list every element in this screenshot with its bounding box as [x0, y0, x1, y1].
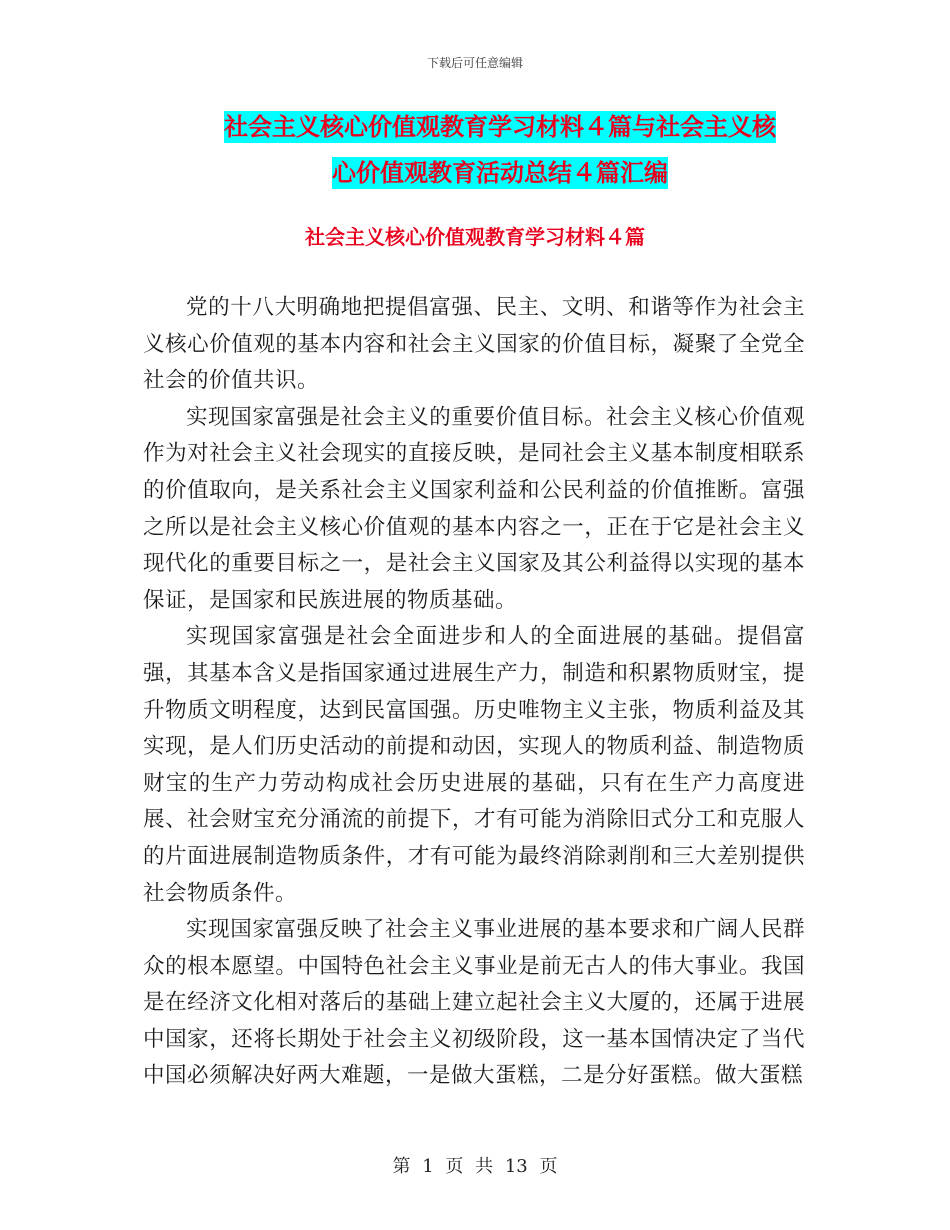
- page-footer: 第 1 页 共 13 页: [392, 1156, 558, 1177]
- document-title: [150, 104, 850, 196]
- document-title-line-2: 心价值观教育活动总结４篇汇编: [332, 159, 668, 187]
- document-title-line-1: 社会主义核心价值观教育学习材料４篇与社会主义核: [224, 113, 776, 141]
- paragraph-2: 实现国家富强是社会主义的重要价值目标。社会主义核心价值观作为对社会主义社会现实的直接反映，是同社会主义基本制度相联系的价值取向，是关系社会主义国家利益和公民利益的价值推断。富强之所以是社会主义核心价值观的基本内容之一，正在于它是社会主义现代化的重要目标之一，是社会主义国家及其公利益得以实现的基本保证，是国家和民族进展的物质基础。: [143, 404, 805, 613]
- paragraph-1: 党的十八大明确地把提倡富强、民主、文明、和谐等作为社会主义核心价值观的基本内容和社会主义国家的价值目标，凝聚了全党全社会的价值共识。: [143, 295, 805, 394]
- paragraph-3: 实现国家富强是社会全面进步和人的全面进展的基础。提倡富强，其基本含义是指国家通过进展生产力，制造和积累物质财宝，提升物质文明程度，达到民富国强。历史唯物主义主张，物质利益及其实现，是人们历史活动的前提和动因，实现人的物质利益、制造物质财宝的生产力劳动构成社会历史进展的基础，只有在生产力高度进展、社会财宝充分涌流的前提下，才有可能为消除旧式分工和克服人的片面进展制造物质条件，才有可能为最终消除剥削和三大差别提供社会物质条件。: [143, 624, 805, 906]
- paragraph-4: 实现国家富强反映了社会主义事业进展的基本要求和广阔人民群众的根本愿望。中国特色社会主义事业是前无古人的伟大事业。我国是在经济文化相对落后的基础上建立起社会主义大厦的，还属于进展中国家，还将长期处于社会主义初级阶段，这一基本国情决定了当代中国必须解决好两大难题，一是做大蛋糕，二是分好蛋糕。做大蛋糕: [143, 917, 805, 1089]
- document-body: [143, 290, 805, 1095]
- header-note: 下载后可任意编辑: [426, 56, 523, 70]
- section-title: 社会主义核心价值观教育学习材料４篇: [305, 225, 645, 249]
